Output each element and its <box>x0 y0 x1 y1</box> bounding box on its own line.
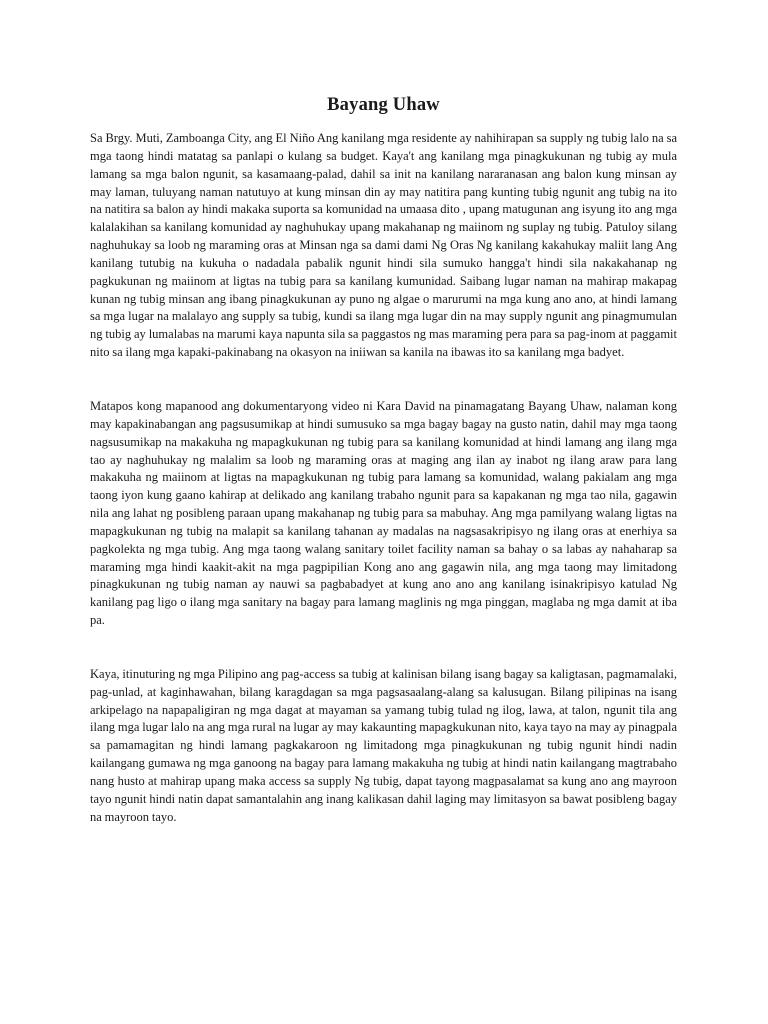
paragraph-1: Sa Brgy. Muti, Zamboanga City, ang El Niño Ang kanilang mga residente ay nahihirapan sa supply ng tubig lalo na sa mga taong hindi matatag sa panlapi o kulang sa budget. Kaya't ang kanilang mga pinagkukunan ng tubig ay mula lamang sa mga balon ngunit, sa kasamaang-palad, dahil sa init na kanilang nararanasan ang balon kung minsan ay may laman, tuluyang naman natutuyo at kung minsan din ay may natitira pang kunting tubig ngunit ang tubig na ito na natitira sa balon ay hindi makaka suporta sa komunidad na umaasa dito , upang matugunan ang isyung ito ang mga kalalakihan sa kanilang komunidad ay naghuhukay upang makahanap ng maiinom ng suplay ng tubig. Patuloy silang naghuhukay sa loob ng maraming oras at Minsan nga sa dami dami Ng Oras Ng kanilang kakahukay maliit lang Ang kanilang tutubig na kukuha o nadadala pabalik ngunit hindi sila sumuko hangga't hindi sila nakakahanap ng pagkukunan ng maiinom at ligtas na tubig para sa kanilang kumunidad. Saibang lugar naman na mahirap makapag kunan ng tubig minsan ang ibang pinagkukunan ay puno ng algae o marurumi na mga kung ano ano, at hindi lamang sa mga lugar na malalayo ang supply sa tubig, kundi sa ilang mga lugar din na may supply ngunit ang pinagmumulan ng tubig ay lumalabas na marumi kaya napunta sila sa paggastos ng mas maraming pera para sa pag-inom at paggamit nito sa ilang mga kapaki-pakinabang na okasyon na iniiwan sa kanila na ibawas ito sa kanilang mga badyet. <box>90 131 677 360</box>
paragraph-2: Matapos kong mapanood ang dokumentaryong video ni Kara David na pinamagatang Bayang Uhaw, nalaman kong may kapakinabangan ang pagsusumikap at hindi sumusuko sa mga bagay bagay na gusto natin, dahil may mga taong nagsusumikap na makakuha ng mapagkukunan ng tubig para sa kanilang komunidad at hindi lamang ang ilang mga tao ay naghuhukay ng malalim sa loob ng maraming oras at maging ang ilan ay inabot ng ilang araw para lang makakuha ng maiinom at ligtas na mapagkukunan ng tubig para lamang sa komunidad, walang pakialam ang mga taong iyon kung gaano kahirap at delikado ang kanilang trabaho ngunit para sa kapakanan ng mga tao nila, gagawin nila ang lahat ng posibleng paraan upang makahanap ng tubig para sa mabuhay. Ang mga pamilyang walang ligtas na mapagkukunan ng tubig na malapit sa kanilang tahanan ay madalas na nagsasakripisyo ng ilang oras at enerhiya sa pagkolekta ng mga tubig. Ang mga taong walang sanitary toilet facility naman sa bahay o sa labas ay nahaharap sa maraming mga hindi kaakit-akit na mga pagpipilian Kong ano ang gagawin nila, ang mga taong may limitadong pinagkukunan ng tubig naman ay nauwi sa pagbabadyet at kung ano ano ang kanilang isinakripisyo katulad Ng kanilang pag ligo o ilang mga sanitary na bagay para lamang maglinis ng mga pinggan, maglaba ng mga damit at iba pa. <box>90 398 677 628</box>
document-page <box>90 92 677 827</box>
paragraph-3: Kaya, itinuturing ng mga Pilipino ang pag-access sa tubig at kalinisan bilang isang bagay sa kaligtasan, pagmamalaki, pag-unlad, at kaginhawahan, bilang karagdagan sa mga pagsasaalang-alang sa kalusugan. Bilang pilipinas na isang arkipelago na napapaligiran ng mga dagat at mayaman sa yamang tubig tulad ng ilog, lawa, at talon, ngunit tila ang ilang mga lugar lalo na ang mga rural na lugar ay may kakaunting mapagkukunan nito, kaya tayo na may ay pinagpala sa pamamagitan ng hindi lamang pagkakaroon ng limitadong mga pinagkukunan ng tubig ngunit hindi nadin kailangang gumawa ng mga ganoong na bagay para lamang makakuha ng tubig at hindi natin kailangang magtrabaho nang husto at mahirap upang maka access sa supply Ng tubig, dapat tayong magpasalamat sa kung ano ang mayroon tayo ngunit hindi natin dapat samantalahin ang inang kalikasan dahil laging may limitasyon sa bawat posibleng bagay na mayroon tayo. <box>90 666 677 824</box>
document-title: Bayang Uhaw <box>327 95 440 115</box>
